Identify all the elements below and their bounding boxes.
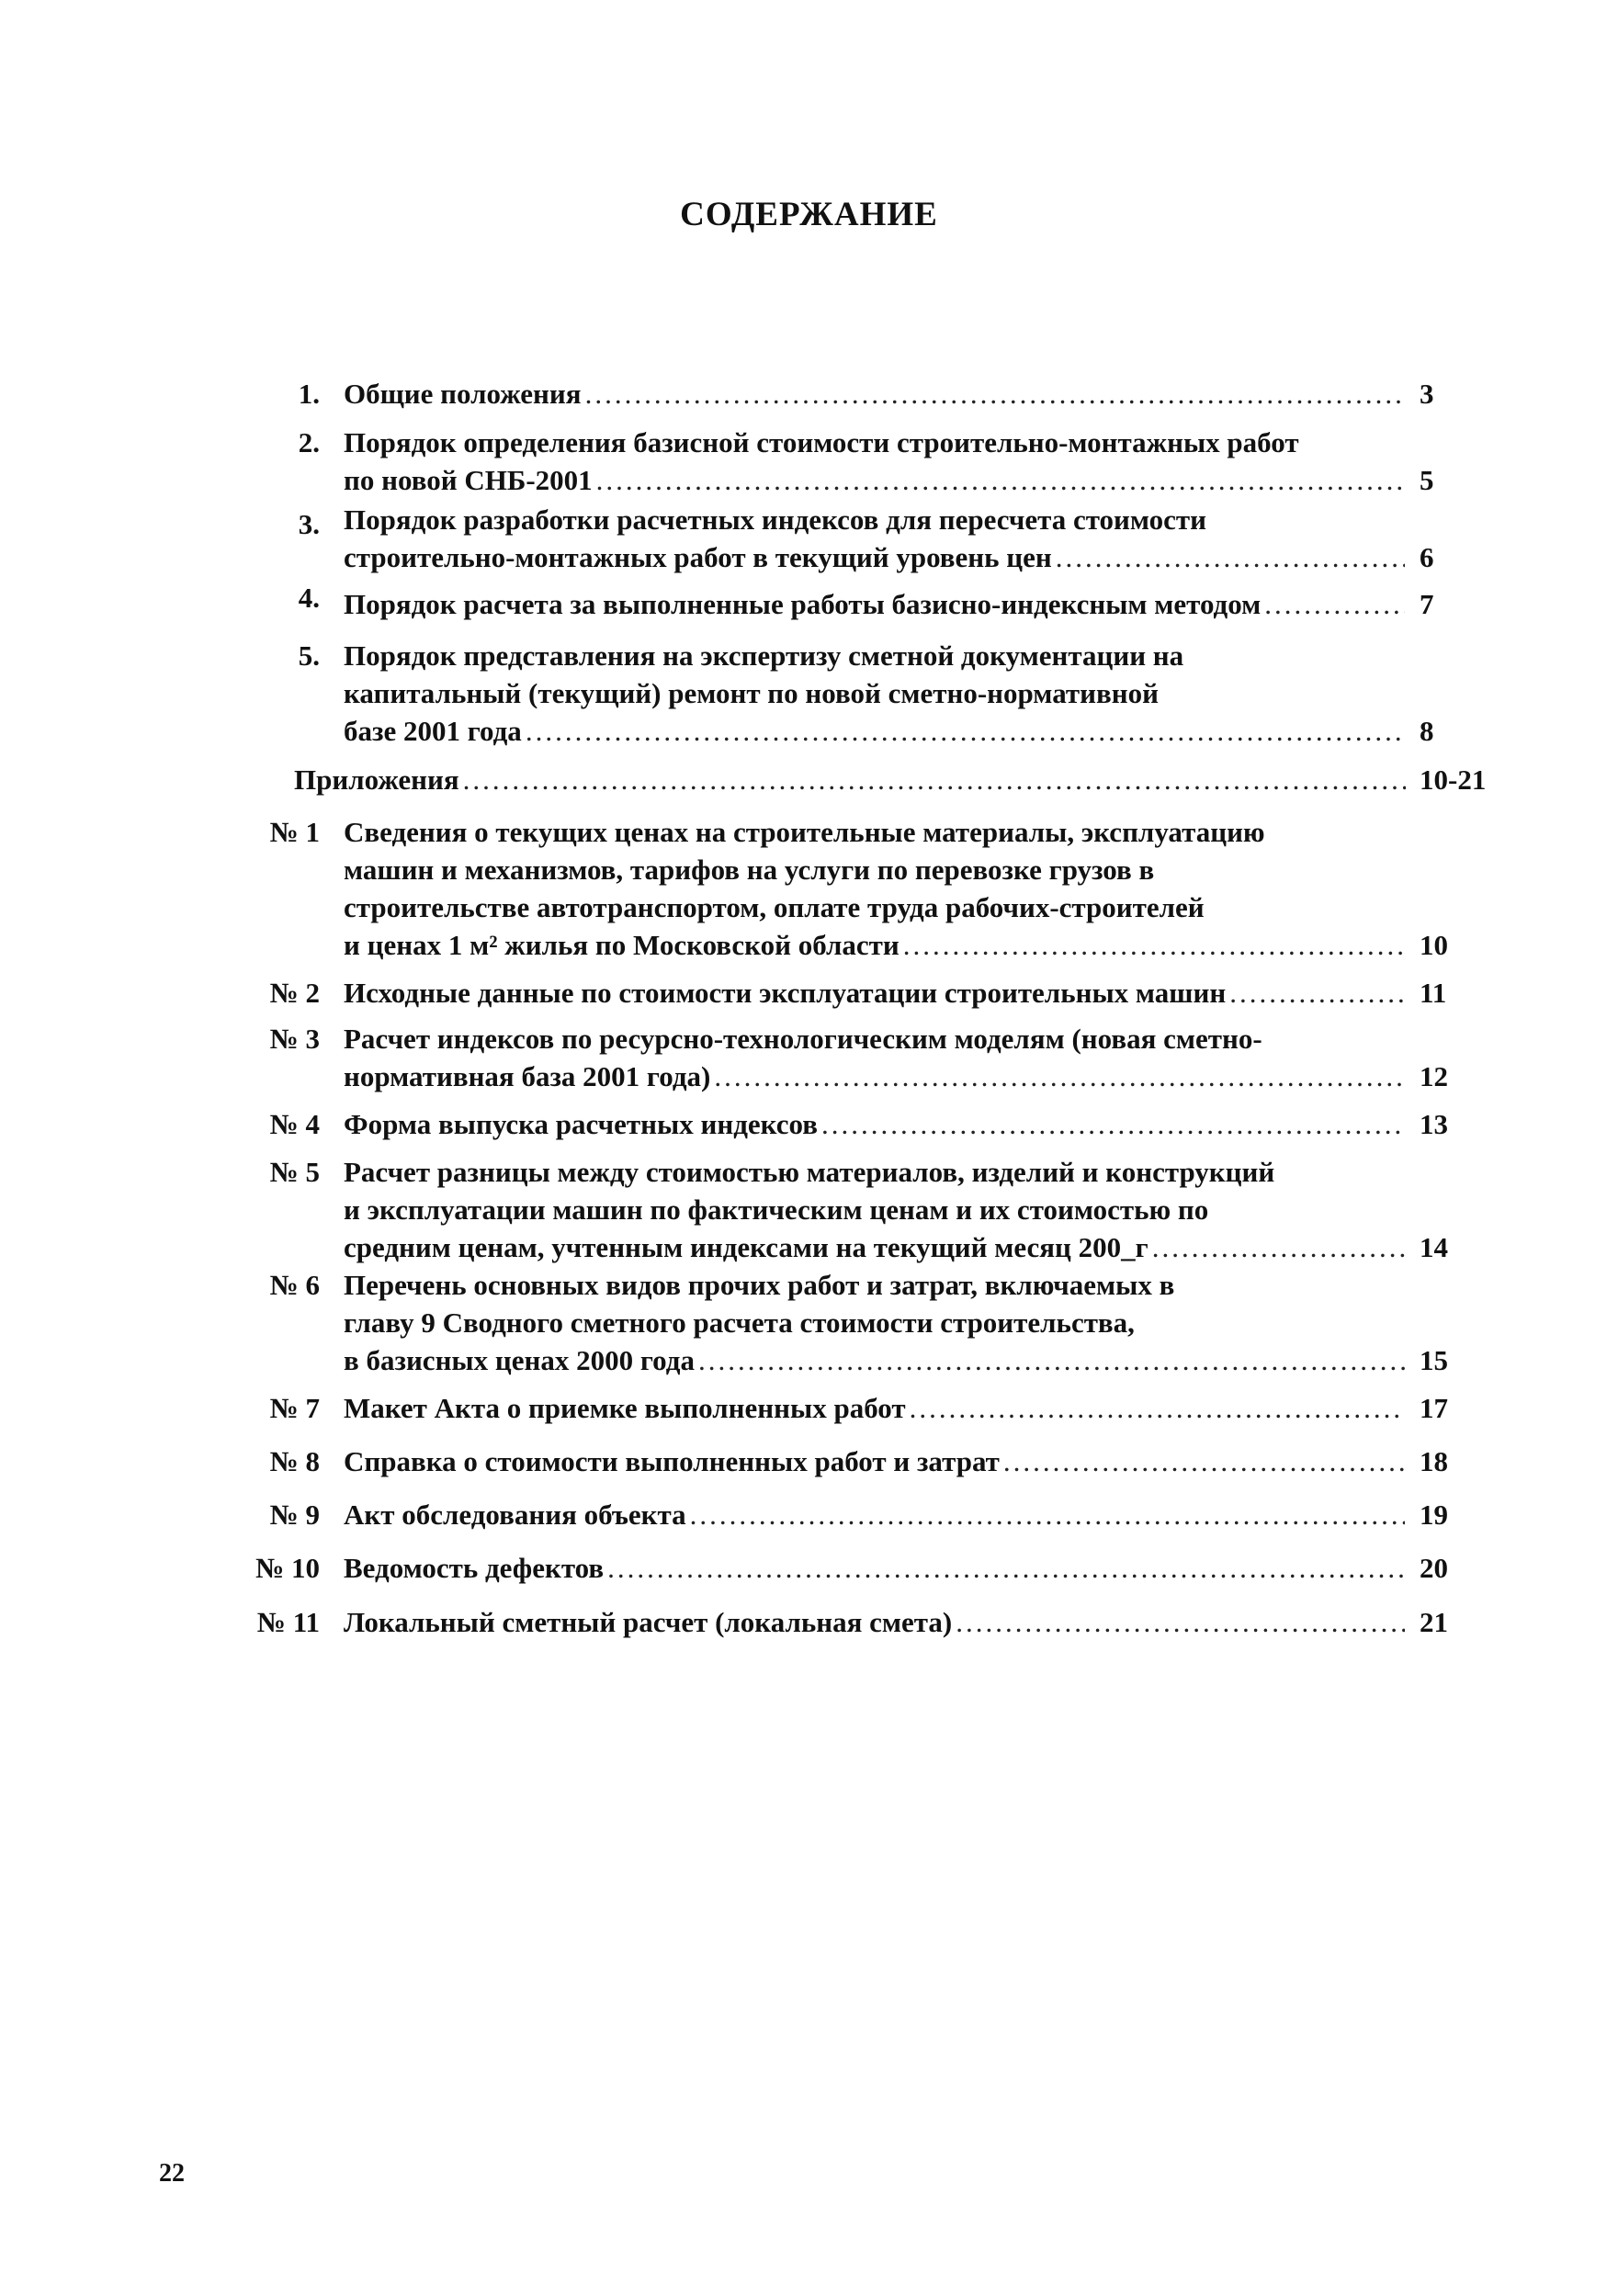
toc-line: строительно-монтажных работ в текущий уровень цен xyxy=(344,541,1052,573)
toc-line: строительстве автотранспортом, оплате труда рабочих-строителей xyxy=(344,891,1205,923)
toc-entry-text xyxy=(344,1549,1405,1587)
toc-line: Перечень основных видов прочих работ и затрат, включаемых в xyxy=(344,1269,1175,1301)
toc-line: Порядок представления на экспертизу сметной документации на xyxy=(344,639,1184,672)
toc-entry-text xyxy=(344,1389,1405,1427)
toc-entry-text xyxy=(344,1153,1405,1266)
toc-entry-text xyxy=(344,1603,1405,1641)
toc-line: Общие положения xyxy=(344,378,582,410)
toc-entry-text xyxy=(294,761,1406,798)
dot-leader xyxy=(526,712,1405,750)
toc-line: Локальный сметный расчет (локальная смета) xyxy=(344,1606,953,1638)
dot-leader xyxy=(596,461,1405,499)
dot-leader xyxy=(903,926,1405,964)
toc-entry-number: 4. xyxy=(298,582,320,614)
toc-entry-text xyxy=(344,501,1405,576)
toc-entry-page: 12 xyxy=(1420,1060,1448,1092)
toc-entry-text xyxy=(344,637,1405,750)
toc-entry-text xyxy=(344,1266,1405,1379)
dot-leader xyxy=(821,1105,1405,1143)
toc-line: средним ценам, учтенным индексами на текущий месяц 200_г xyxy=(344,1231,1148,1263)
toc-entry-number: № 3 xyxy=(269,1023,320,1055)
toc-entry-page: 13 xyxy=(1420,1108,1448,1140)
dot-leader xyxy=(607,1549,1405,1587)
dot-leader xyxy=(463,761,1406,798)
dot-leader xyxy=(1229,974,1405,1012)
toc-entry-page: 19 xyxy=(1420,1499,1448,1531)
toc-entry-page: 14 xyxy=(1420,1231,1448,1263)
toc-entry-number: № 10 xyxy=(255,1552,320,1584)
toc-entry-number: 2. xyxy=(298,426,320,458)
dot-leader xyxy=(690,1496,1405,1533)
toc-line: базе 2001 года xyxy=(344,715,522,747)
toc-entry-page: 5 xyxy=(1420,464,1434,496)
toc-entry-page: 7 xyxy=(1420,588,1434,620)
toc-entry-page: 10-21 xyxy=(1420,763,1487,796)
toc-line: Расчет разницы между стоимостью материалов, изделий и конструкций xyxy=(344,1156,1275,1188)
dot-leader xyxy=(1264,585,1405,623)
toc-entry-text xyxy=(344,585,1405,623)
toc-line: Порядок определения базисной стоимости строительно-монтажных работ xyxy=(344,426,1299,458)
toc-line: Ведомость дефектов xyxy=(344,1552,605,1584)
page-number: 22 xyxy=(159,2159,185,2188)
toc-line: Порядок расчета за выполненные работы базисно-индексным методом xyxy=(344,588,1262,620)
toc-entry-number: 5. xyxy=(298,639,320,672)
toc-entry-page: 8 xyxy=(1420,715,1434,747)
dot-leader xyxy=(1152,1228,1405,1266)
toc-line: Макет Акта о приемке выполненных работ xyxy=(344,1392,906,1424)
toc-line: Приложения xyxy=(294,763,459,796)
toc-entry-text xyxy=(344,1105,1405,1143)
toc-line: Расчет индексов по ресурсно-технологическим моделям (новая сметно- xyxy=(344,1023,1262,1055)
toc-line: нормативная база 2001 года) xyxy=(344,1060,711,1092)
toc-line: и эксплуатации машин по фактическим ценам и их стоимостью по xyxy=(344,1193,1209,1226)
toc-entry-page: 10 xyxy=(1420,929,1448,961)
toc-entry-page: 3 xyxy=(1420,378,1434,410)
toc-line: и ценах 1 м² жилья по Московской области xyxy=(344,929,900,961)
dot-leader xyxy=(585,375,1405,413)
toc-entry-page: 6 xyxy=(1420,541,1434,573)
dot-leader xyxy=(714,1058,1405,1095)
toc-line: Исходные данные по стоимости эксплуатации строительных машин xyxy=(344,977,1227,1009)
toc-entry-number: № 4 xyxy=(269,1108,320,1140)
toc-entry-number: № 7 xyxy=(269,1392,320,1424)
toc-entry-number: 3. xyxy=(298,508,320,540)
dot-leader xyxy=(698,1341,1405,1379)
toc-entry-page: 15 xyxy=(1420,1344,1448,1376)
toc-entry-number: № 8 xyxy=(269,1445,320,1477)
toc-entry-text xyxy=(344,424,1405,499)
toc-entry-text xyxy=(344,1496,1405,1533)
toc-entry-number: № 11 xyxy=(256,1606,320,1638)
toc-line: Акт обследования объекта xyxy=(344,1499,686,1531)
toc-entry-number: № 5 xyxy=(269,1156,320,1188)
toc-line: Справка о стоимости выполненных работ и затрат xyxy=(344,1445,1000,1477)
toc-entry-number: № 9 xyxy=(269,1499,320,1531)
dot-leader xyxy=(910,1389,1405,1427)
toc-entry-text xyxy=(344,813,1405,964)
toc-entry-number: № 6 xyxy=(269,1269,320,1301)
toc-line: в базисных ценах 2000 года xyxy=(344,1344,695,1376)
toc-entry-number: 1. xyxy=(298,378,320,410)
toc-line: Порядок разработки расчетных индексов для пересчета стоимости xyxy=(344,503,1206,536)
toc-line: по новой СНБ-2001 xyxy=(344,464,593,496)
toc-entry-text xyxy=(344,375,1405,413)
dot-leader xyxy=(1056,538,1405,576)
toc-entry-text xyxy=(344,1020,1405,1095)
toc-entry-page: 18 xyxy=(1420,1445,1448,1477)
toc-line: капитальный (текущий) ремонт по новой сметно-нормативной xyxy=(344,677,1159,709)
toc-entry-number: № 2 xyxy=(269,977,320,1009)
toc-line: Сведения о текущих ценах на строительные материалы, эксплуатацию xyxy=(344,816,1265,848)
toc-entry-page: 11 xyxy=(1420,977,1447,1009)
toc-line: главу 9 Сводного сметного расчета стоимости строительства, xyxy=(344,1306,1135,1339)
toc-entry-text xyxy=(344,1442,1405,1480)
toc-entry-text xyxy=(344,974,1405,1012)
dot-leader xyxy=(956,1603,1405,1641)
page-title: СОДЕРЖАНИЕ xyxy=(680,196,938,233)
toc-line: машин и механизмов, тарифов на услуги по перевозке грузов в xyxy=(344,854,1155,886)
toc-entry-number: № 1 xyxy=(269,816,320,848)
toc-entry-page: 21 xyxy=(1420,1606,1448,1638)
toc-entry-page: 17 xyxy=(1420,1392,1448,1424)
dot-leader xyxy=(1003,1442,1405,1480)
toc-entry-page: 20 xyxy=(1420,1552,1448,1584)
toc-line: Форма выпуска расчетных индексов xyxy=(344,1108,818,1140)
